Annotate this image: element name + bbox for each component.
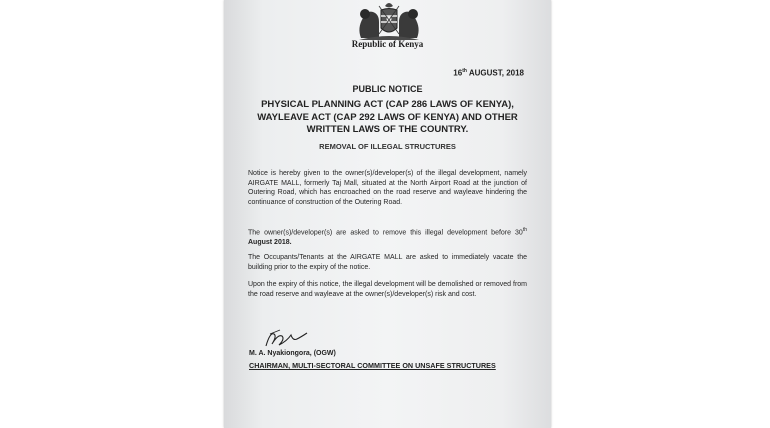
paragraph-expiry: Upon the expiry of this notice, the illegal development will be demolished or removed from the road reserve and wayleave at the owner(s)/developer(s) risk and cost. bbox=[248, 281, 527, 298]
notice-subheading: PHYSICAL PLANNING ACT (CAP 286 LAWS OF KENYA), WAYLEAVE ACT (CAP 292 LAWS OF KENYA) AND OTHER WRITTEN LAWS OF THE COUNTRY. bbox=[257, 99, 518, 135]
paragraph-deadline: The owner(s)/developer(s) are asked to remove this illegal development before 30th August 2018. bbox=[248, 227, 527, 246]
paragraph-notice: Notice is hereby given to the owner(s)/developer(s) of the illegal development, namely AIRGATE MALL, formerly Taj Mall, situated at the North Airport Road at the junction of Outering Road, which has encroached on the road reserve and wayleave hindering the continuance of construction of the Outering Road. bbox=[248, 170, 527, 206]
handwritten-signature-icon bbox=[262, 326, 312, 352]
notice-heading: PUBLIC NOTICE bbox=[352, 84, 423, 94]
signatory-title: CHAIRMAN, MULTI-SECTORAL COMMITTEE ON UNSAFE STRUCTURES bbox=[249, 361, 496, 370]
notice-subtitle: REMOVAL OF ILLEGAL STRUCTURES bbox=[319, 142, 456, 151]
republic-of-kenya-label: Republic of Kenya bbox=[351, 39, 424, 49]
notice-date: 16th AUGUST, 2018 bbox=[453, 68, 524, 78]
kenya-coat-of-arms-icon bbox=[351, 0, 427, 42]
notice-document bbox=[224, 0, 551, 428]
signatory-name: M. A. Nyakiongora, (OGW) bbox=[249, 350, 336, 357]
paragraph-occupants: The Occupants/Tenants at the AIRGATE MALL are asked to immediately vacate the building prior to the expiry of the notice. bbox=[248, 254, 527, 271]
